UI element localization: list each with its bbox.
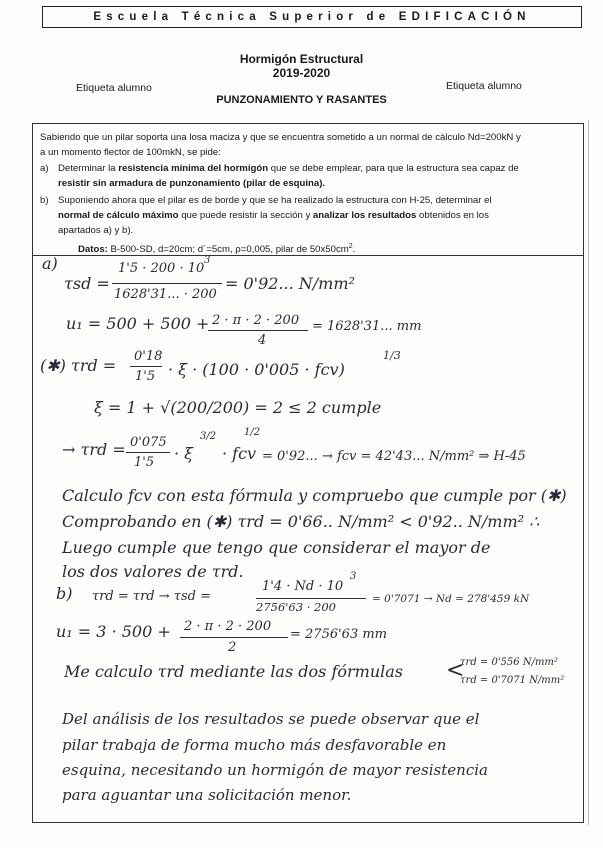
hw-l3-exp: 1/3 <box>383 349 401 362</box>
hw-b-label: b) <box>56 584 73 603</box>
hw-l5-num: 0'075 <box>130 435 167 450</box>
hw-l5-lhs: → τrd = <box>62 440 126 459</box>
item-a-text: Determinar la resistencia mínima del hormigón que se debe emplear, para que la estructura sea capaz de resistir sin armadura de punzonamiento (pilar de esquina). <box>58 163 519 189</box>
hw-l1-bar <box>112 283 222 284</box>
hw-b2-num: 2 · π · 2 · 200 <box>184 619 272 634</box>
hw-l1-lhs: τsd = <box>64 274 110 293</box>
hw-l9: los dos valores de τrd. <box>62 562 244 581</box>
data-line: Datos: B-500-SD, d=20cm; d´=5cm, ρ=0,005, pilar de $50x50cm^2$. <box>78 243 356 256</box>
hw-l3-rest: · ξ · (100 · 0'005 · fcv) <box>168 360 345 379</box>
hw-l1-exp: 3 <box>204 255 211 266</box>
hw-l2-res: = 1628'31... mm <box>312 319 422 334</box>
hw-b2-bar <box>180 637 288 638</box>
hw-l5-den: 1'5 <box>134 455 155 470</box>
hw-l1-res: = 0'92... N/mm² <box>225 274 355 293</box>
hw-l3-bar <box>130 366 162 367</box>
hw-l5-exp1: 3/2 <box>200 431 217 442</box>
item-b-label: b) <box>40 195 49 206</box>
hw-l5-bar <box>126 452 170 453</box>
hw-b1-den: 2756'63 · 200 <box>256 600 336 614</box>
hw-b1-lhs: τrd = τrd → τsd = <box>92 589 211 604</box>
hw-b2-res: = 2756'63 mm <box>290 627 388 642</box>
hw-l2-lhs: u₁ = 500 + 500 + <box>66 314 210 333</box>
statement-intro <box>40 130 580 160</box>
hw-l5-exp2: 1/2 <box>244 427 261 438</box>
hw-l4: ξ = 1 + √(200/200) = 2 ≤ 2 cumple <box>94 398 382 417</box>
student-label-left: Etiqueta alumno <box>76 82 152 94</box>
school-banner <box>42 6 582 28</box>
hw-a-label: a) <box>42 254 58 273</box>
hw-b3: Me calculo τrd mediante las dos fórmulas <box>64 662 403 681</box>
hw-l7: Comprobando en (✱) τrd = 0'66.. N/mm² < 0'92.. N/mm² ∴ <box>62 512 540 531</box>
hw-l3-den: 1'5 <box>135 369 156 384</box>
school-name: Escuela Técnica Superior de EDIFICACIÓN <box>93 11 531 23</box>
hw-b1-num: 1'4 · Nd · 10 <box>262 579 344 594</box>
student-label-right: Etiqueta alumno <box>446 80 522 92</box>
hw-b2-lhs: u₁ = 3 · 500 + <box>56 622 171 641</box>
hw-b1-exp: 3 <box>350 571 357 582</box>
hw-b3-brace: < <box>446 658 465 683</box>
hw-c1: Del análisis de los resultados se puede observar que el <box>62 710 480 728</box>
hw-l5-mid: · ξ <box>174 444 193 463</box>
hw-b1-bar <box>256 598 366 599</box>
hw-l8: Luego cumple que tengo que considerar el mayor de <box>62 538 491 557</box>
page-edge-line <box>588 120 589 825</box>
hw-l2-bar <box>208 330 308 331</box>
intro-line-2: a un momento flector de 100mkN, se pide: <box>40 147 221 158</box>
course-year: 2019-2020 <box>272 66 331 80</box>
hw-l3-lhs: (✱) τrd = <box>40 356 117 375</box>
intro-line-1: Sabiendo que un pilar soporta una losa maciza y que se encuentra sometido a un normal de cálculo Nd=200kN y <box>40 132 521 143</box>
hw-l2-num: 2 · π · 2 · 200 <box>212 313 300 328</box>
course-title: Hormigón Estructural <box>239 52 364 66</box>
hw-b3-r1: τrd = 0'556 N/mm² <box>460 657 558 668</box>
hw-l1-den: 1628'31... · 200 <box>114 287 217 302</box>
hw-l6: Calculo fcv con esta fórmula y compruebo que cumple por (✱) <box>62 486 567 505</box>
hw-b1-res: = 0'7071 → Nd = 278'459 kN <box>372 593 530 605</box>
hw-l2-den: 4 <box>258 333 267 348</box>
hw-l5-res: = 0'92... → fcv = 42'43... N/mm² ⇒ H-45 <box>262 449 526 464</box>
hw-c2: pilar trabaja de forma mucho más desfavorable en <box>62 736 447 754</box>
hw-b3-r2: τrd = 0'7071 N/mm² <box>460 675 565 686</box>
topic-title: PUNZONAMIENTO Y RASANTES <box>216 94 387 106</box>
item-a-label: a) <box>40 163 49 174</box>
item-b-text: Suponiendo ahora que el pilar es de borde y que se ha realizado la estructura con H-25, determinar el normal de cálculo máximo que puede resistir la sección y analizar los resultados obtenidos en los apartados a) y b). <box>58 195 492 236</box>
hw-l5-mid2: · fcv <box>222 444 257 463</box>
hw-l3-num: 0'18 <box>134 349 163 364</box>
hw-l1-num: 1'5 · 200 · 10 <box>118 261 205 276</box>
hw-c4: para aguantar una solicitación menor. <box>62 786 352 804</box>
hw-b2-den: 2 <box>228 640 237 655</box>
hw-c3: esquina, necesitando un hormigón de mayor resistencia <box>62 761 488 779</box>
